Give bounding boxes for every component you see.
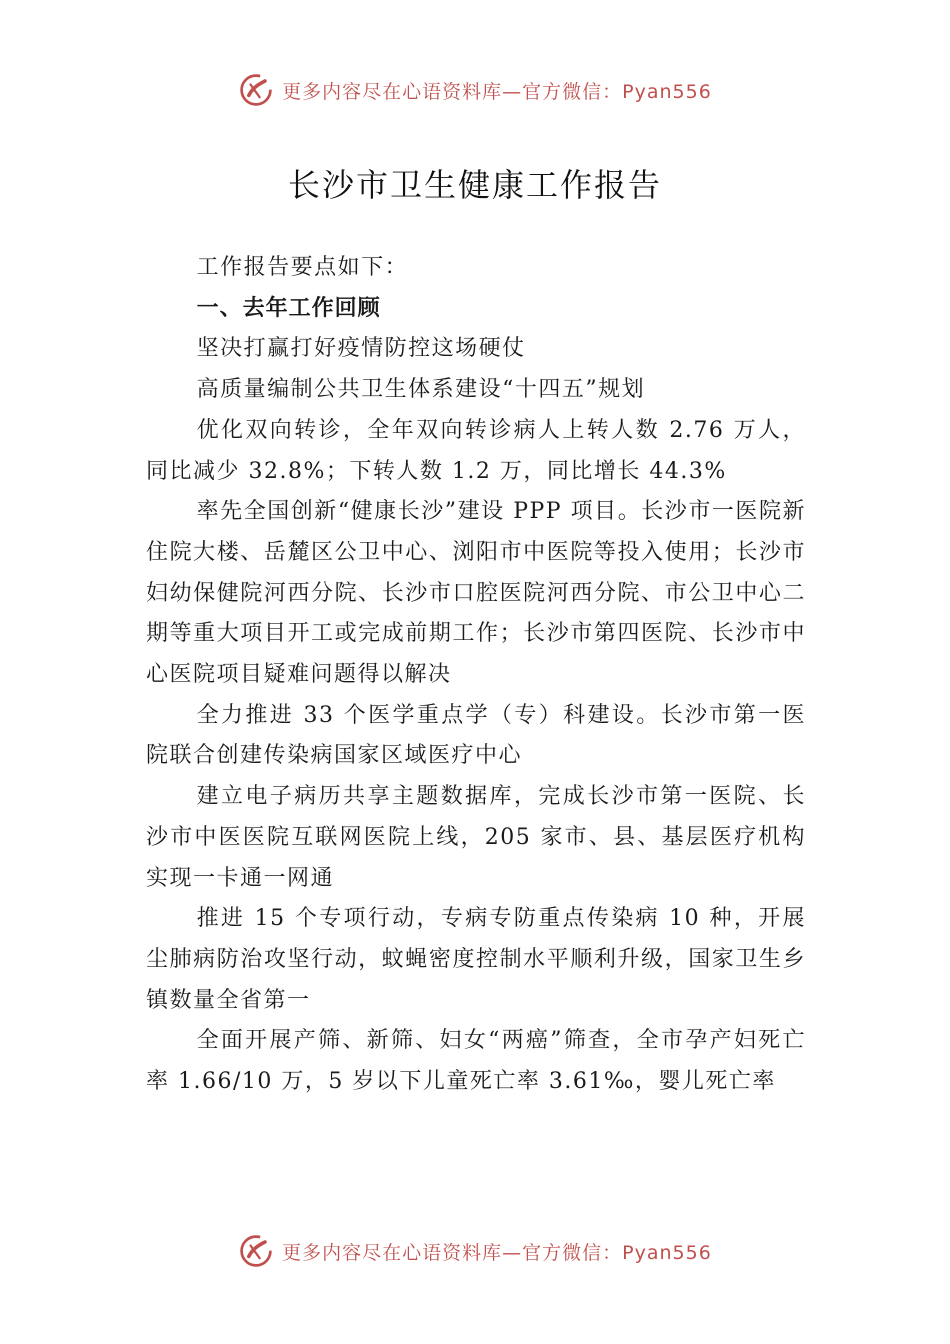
document-body [146,248,806,1103]
paragraph-intro: 工作报告要点如下： [196,255,409,280]
paragraph: 建立电子病历共享主题数据库，完成长沙市第一医院、长沙市中医医院互联网医院上线，205 家市、县、基层医疗机构实现一卡通一网通 [146,784,806,891]
section-heading: 一、去年工作回顾 [196,295,381,321]
brush-circle-logo-icon [238,1233,274,1269]
paragraph: 坚决打赢打好疫情防控这场硬仗 [196,336,526,362]
paragraph: 优化双向转诊，全年双向转诊病人上转人数 2.76 万人，同比减少 32.8%；下转人数 1.2 万，同比增长 44.3% [146,417,806,484]
paragraph: 全面开展产筛、新筛、妇女“两癌”筛查，全市孕产妇死亡率 1.66/10 万，5 岁以下儿童死亡率 3.61‰，婴儿死亡率 [146,1028,806,1095]
paragraph: 推进 15 个专项行动，专病专防重点传染病 10 种，开展尘肺病防治攻坚行动，蚊蝇密度控制水平顺利升级，国家卫生乡镇数量全省第一 [146,906,806,1013]
paragraph: 率先全国创新“健康长沙”建设 PPP 项目。长沙市一医院新住院大楼、岳麓区公卫中心、浏阳市中医院等投入使用；长沙市妇幼保健院河西分院、长沙市口腔医院河西分院、市公卫中心二期等重大项目开工或完成前期工作；长沙市第四医院、长沙市中心医院项目疑难问题得以解决 [146,499,806,688]
paragraph: 全力推进 33 个医学重点学（专）科建设。长沙市第一医院联合创建传染病国家区域医疗中心 [146,702,806,769]
brush-circle-logo-icon [238,72,274,108]
header-banner [0,72,950,108]
document-title: 长沙市卫生健康工作报告 [287,166,662,204]
paragraph: 高质量编制公共卫生体系建设“十四五”规划 [196,377,646,403]
footer-banner [0,1233,950,1269]
banner-text: 更多内容尽在心语资料库—官方微信：Pyan556 [282,1241,712,1264]
banner-text: 更多内容尽在心语资料库—官方微信：Pyan556 [282,80,712,103]
